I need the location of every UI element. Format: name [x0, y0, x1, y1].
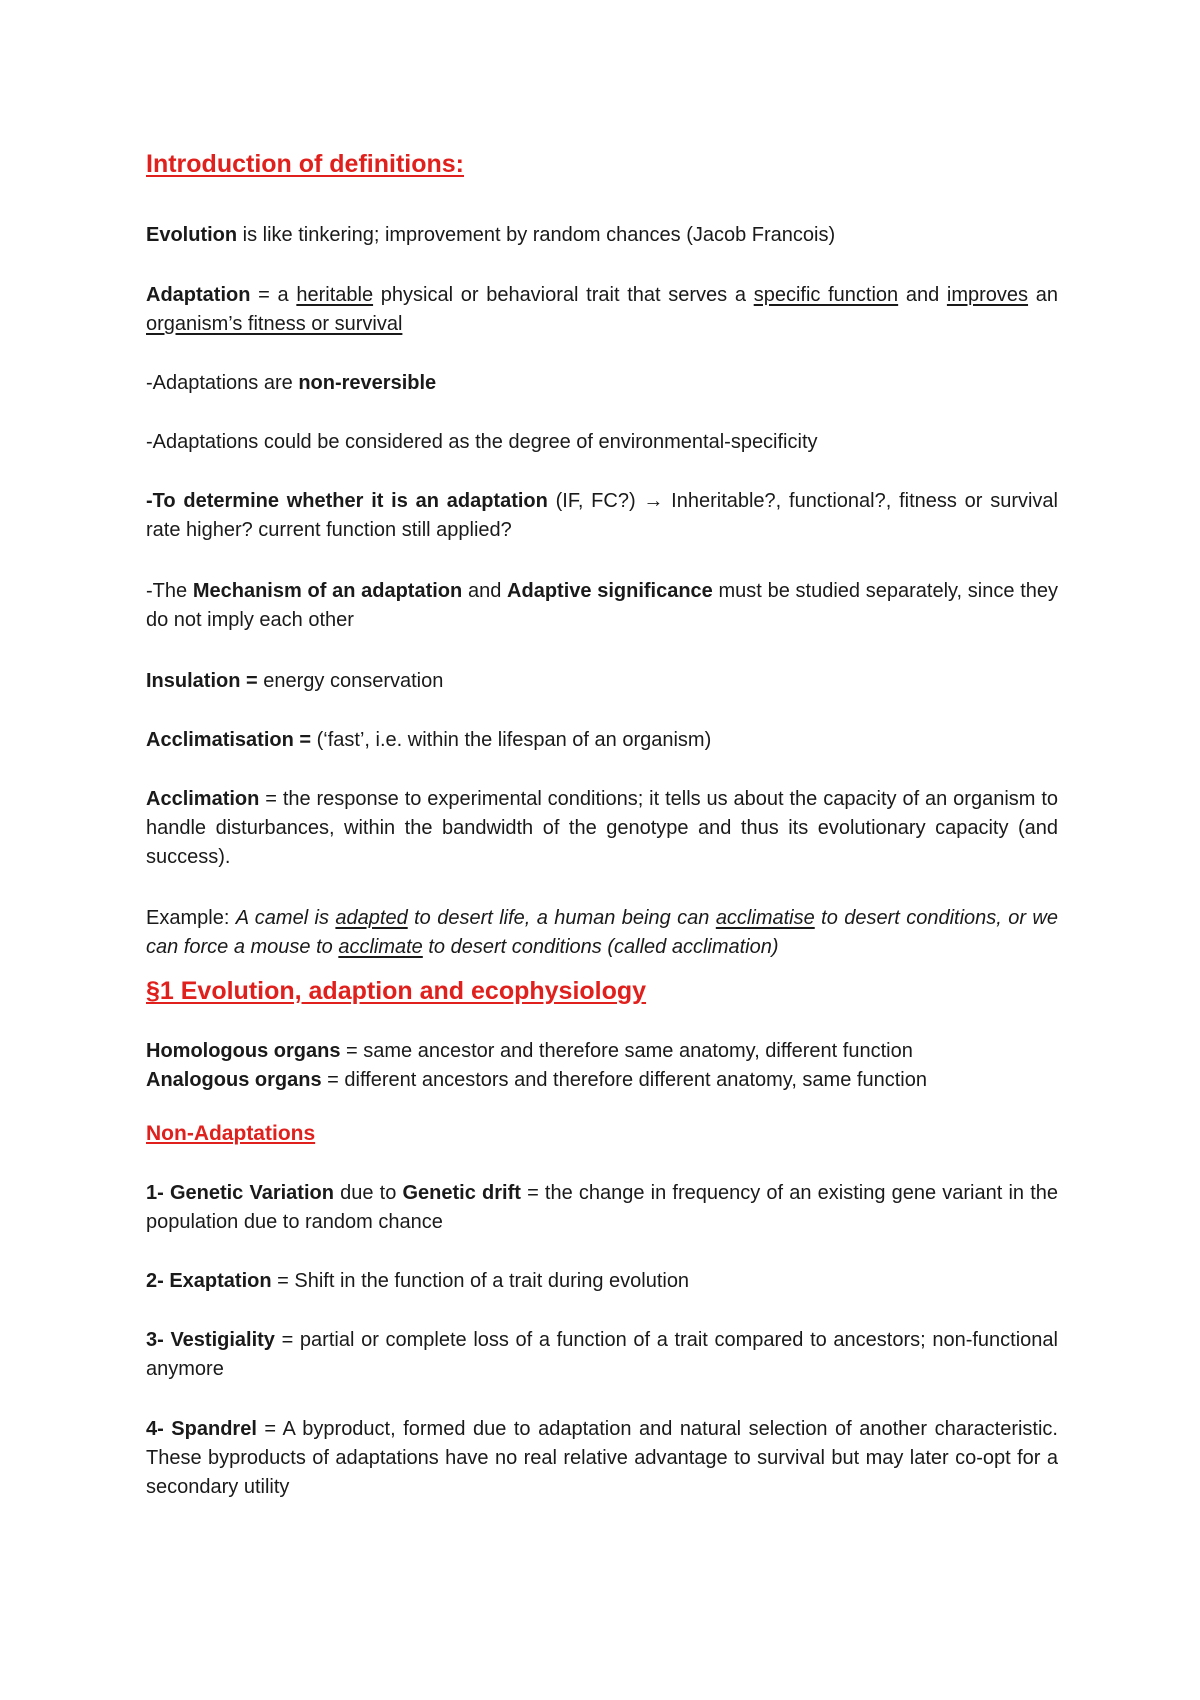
non-adaptation-item-2: 2- Exaptation = Shift in the function of a trait during evolution: [146, 1270, 690, 1292]
intro-heading: Introduction of definitions:: [146, 150, 464, 178]
insulation-definition: Insulation = energy conservation: [146, 670, 444, 692]
determine-adaptation-note: -To determine whether it is an adaptation (IF, FC?) → Inheritable?, functional?, fitness or survival rate higher? current function still applied?: [146, 490, 1058, 541]
acclimatisation-definition: Acclimatisation = (‘fast’, i.e. within the lifespan of an organism): [146, 729, 712, 751]
non-adaptation-item-4: 4- Spandrel = A byproduct, formed due to adaptation and natural selection of another characteristic. These byproducts of adaptations have no real relative advantage to survival but may later co-opt for a secondary utility: [146, 1418, 1058, 1498]
adaptation-definition: Adaptation = a heritable physical or behavioral trait that serves a specific function and improves an organism’s fitness or survival: [146, 284, 1058, 335]
non-adaptations-heading: Non-Adaptations: [146, 1122, 316, 1145]
non-adaptation-item-1: 1- Genetic Variation due to Genetic drift = the change in frequency of an existing gene variant in the population due to random chance: [146, 1182, 1059, 1233]
non-reversible-note: -Adaptations are non-reversible: [146, 372, 437, 394]
environmental-specificity-note: -Adaptations could be considered as the degree of environmental-specificity: [146, 431, 818, 453]
analogous-definition: Analogous organs = different ancestors and therefore different anatomy, same function: [146, 1069, 927, 1091]
acclimation-definition: Acclimation = the response to experimental conditions; it tells us about the capacity of an organism to handle disturbances, within the bandwidth of the genotype and thus its evolutionary capacity (and success).: [146, 788, 1058, 868]
example-paragraph: Example: A camel is adapted to desert life, a human being can acclimatise to desert conditions, or we can force a mouse to acclimate to desert conditions (called acclimation): [146, 907, 1058, 958]
non-adaptation-item-3: 3- Vestigiality = partial or complete loss of a function of a trait compared to ancestors; non-functional anymore: [146, 1329, 1058, 1380]
homologous-definition: Homologous organs = same ancestor and therefore same anatomy, different function Analogous organs = different ancestors and therefore different anatomy, same function: [146, 1037, 1058, 1095]
mechanism-note: -The Mechanism of an adaptation and Adaptive significance must be studied separately, since they do not imply each other: [146, 580, 1058, 631]
evolution-definition: Evolution is like tinkering; improvement by random chances (Jacob Francois): [146, 224, 836, 246]
section-1-heading: §1 Evolution, adaption and ecophysiology: [146, 977, 647, 1005]
